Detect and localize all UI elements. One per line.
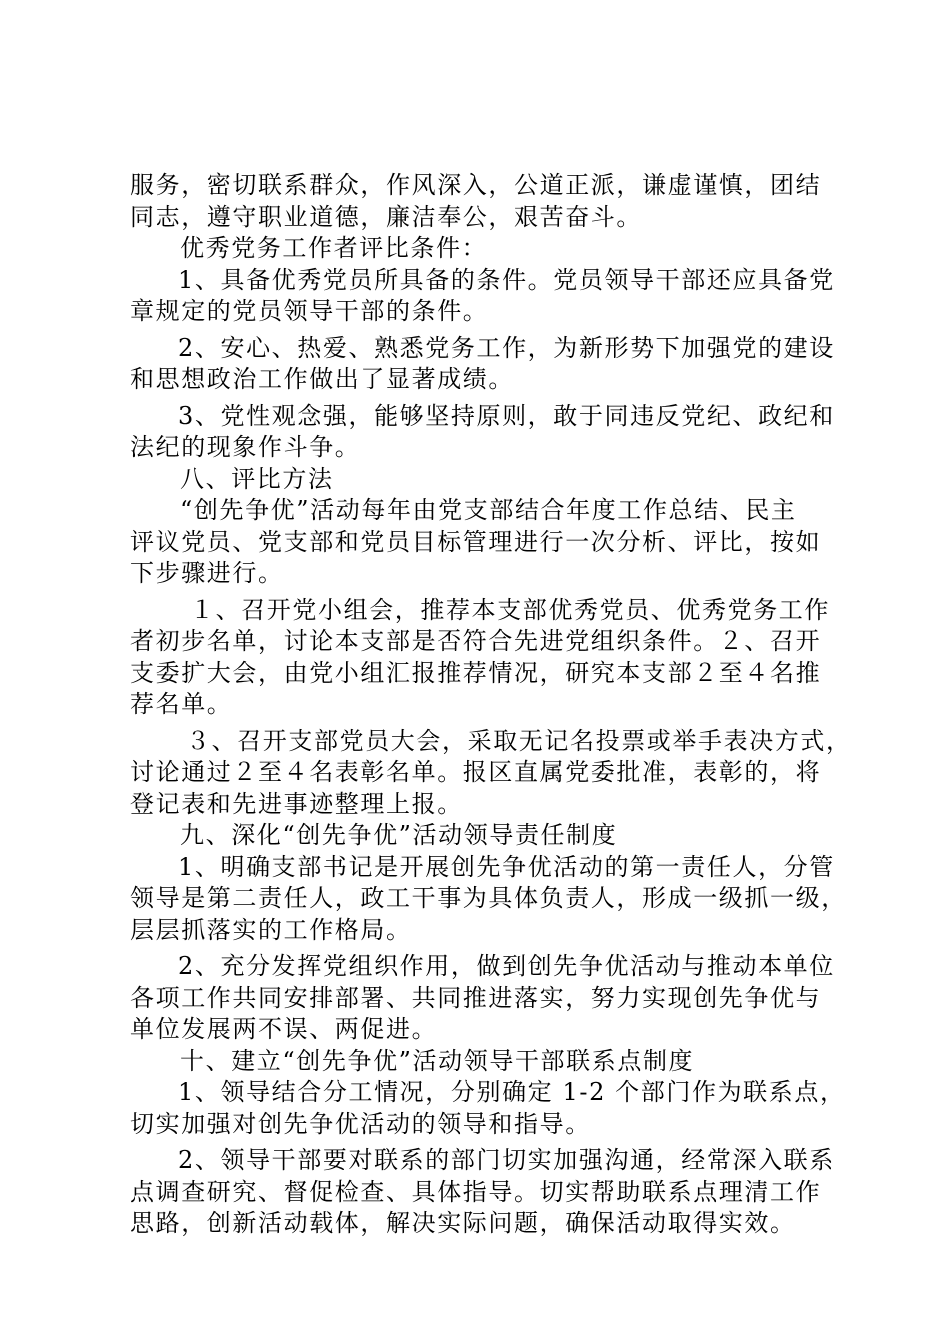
text-line: 点调查研究、督促检查、具体指导。切实帮助联系点理清工作 <box>130 1177 822 1206</box>
text-line: 1、具备优秀党员所具备的条件。党员领导干部还应具备党 <box>178 265 835 294</box>
text-line: 各项工作共同安排部署、共同推进落实，努力实现创先争优与 <box>130 983 822 1012</box>
text-line: 登记表和先进事迹整理上报。 <box>130 789 463 818</box>
text-line: 2、充分发挥党组织作用，做到创先争优活动与推动本单位 <box>178 952 835 980</box>
section-heading: 十、建立“创先争优”活动领导干部联系点制度 <box>180 1046 695 1075</box>
text-line: 2、安心、热爱、熟悉党务工作，为新形势下加强党的建设 <box>178 333 835 362</box>
text-line: 章规定的党员领导干部的条件。 <box>130 297 489 325</box>
section-subheading: 优秀党务工作者评比条件： <box>180 234 488 262</box>
text-line: 法纪的现象作斗争。 <box>130 433 361 461</box>
text-line: 层层抓落实的工作格局。 <box>130 915 412 944</box>
text-line: 同志，遵守职业道德，廉洁奉公，艰苦奋斗。 <box>130 202 642 231</box>
text-line: 服务，密切联系群众，作风深入，公道正派，谦虚谨慎，团结 <box>130 171 822 199</box>
section-heading: 八、评比方法 <box>180 464 334 493</box>
text-line: 评议党员、党支部和党员目标管理进行一次分析、评比，按如 <box>130 527 822 556</box>
text-line: 1、领导结合分工情况，分别确定 1-2 个部门作为联系点， <box>178 1078 846 1106</box>
text-line: “创先争优”活动每年由党支部结合年度工作总结、民主 <box>180 496 797 524</box>
text-line: 者初步名单，讨论本支部是否符合先进党组织条件。２、召开 <box>130 627 822 655</box>
text-line: 支委扩大会，由党小组汇报推荐情况，研究本支部２至４名推 <box>130 658 822 687</box>
text-line: 荐名单。 <box>130 690 233 718</box>
text-line: 讨论通过２至４名表彰名单。报区直属党委批准，表彰的，将 <box>130 758 822 786</box>
document-body <box>130 170 852 1240</box>
text-line: 下步骤进行。 <box>130 559 284 587</box>
text-line: 单位发展两不误、两促进。 <box>130 1015 438 1043</box>
text-line: 1、明确支部书记是开展创先争优活动的第一责任人，分管 <box>178 852 835 881</box>
section-heading: 九、深化“创先争优”活动领导责任制度 <box>180 821 618 849</box>
text-line: 切实加强对创先争优活动的领导和指导。 <box>130 1109 591 1138</box>
text-line: 思路，创新活动载体，解决实际问题，确保活动取得实效。 <box>130 1209 796 1237</box>
text-line: 2、领导干部要对联系的部门切实加强沟通，经常深入联系 <box>178 1146 835 1174</box>
text-line: 和思想政治工作做出了显著成绩。 <box>130 365 514 393</box>
text-line: １、召开党小组会，推荐本支部优秀党员、优秀党务工作 <box>190 595 830 624</box>
text-line: ３、召开支部党员大会，采取无记名投票或举手表决方式， <box>186 726 852 755</box>
text-line: 3、党性观念强，能够坚持原则，敢于同违反党纪、政纪和 <box>178 401 835 430</box>
text-line: 领导是第二责任人，政工干事为具体负责人，形成一级抓一级， <box>130 884 847 912</box>
